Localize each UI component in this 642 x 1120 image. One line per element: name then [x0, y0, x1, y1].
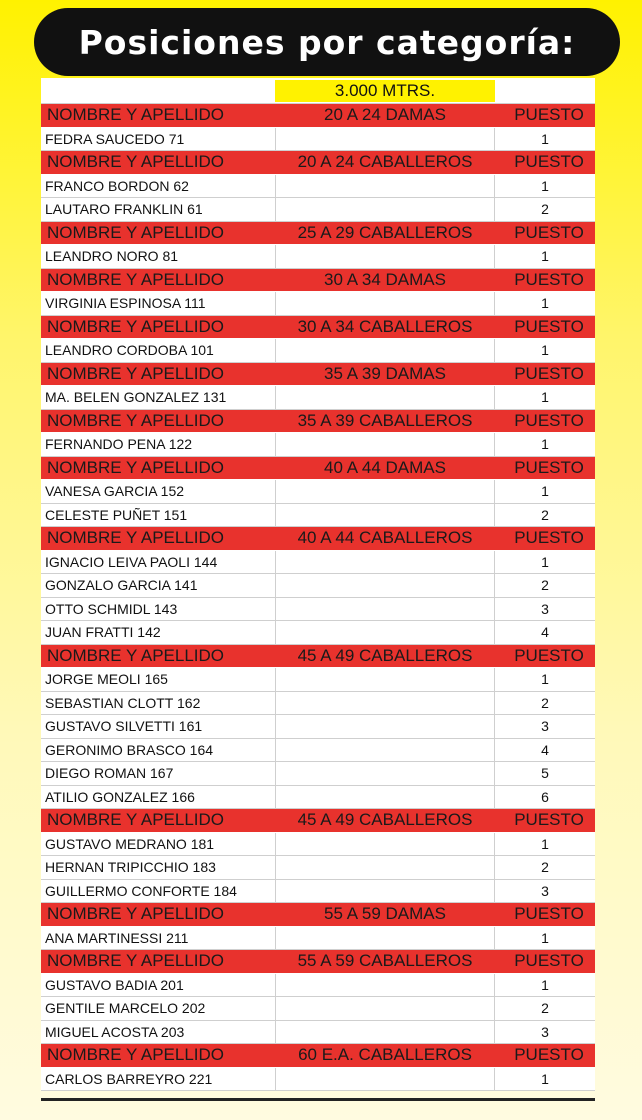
category-rows [41, 104, 595, 1091]
empty-cell [275, 739, 495, 762]
category-header-row [41, 316, 595, 340]
athlete-name: JORGE MEOLI 165 [45, 671, 168, 688]
athlete-name: LAUTARO FRANKLIN 61 [45, 201, 203, 218]
name-column-header: NOMBRE Y APELLIDO [47, 645, 224, 665]
name-column-header: NOMBRE Y APELLIDO [47, 1045, 224, 1065]
athlete-row [41, 386, 595, 410]
category-label: 55 A 59 CABALLEROS [297, 951, 473, 971]
distance-row [41, 78, 595, 104]
athlete-row [41, 692, 595, 716]
athlete-position: 1 [541, 436, 549, 453]
empty-cell [275, 974, 495, 997]
athlete-name: CARLOS BARREYRO 221 [45, 1070, 213, 1087]
empty-cell [275, 927, 495, 950]
category-label: 40 A 44 CABALLEROS [297, 528, 473, 548]
athlete-row [41, 739, 595, 763]
athlete-position: 2 [541, 201, 549, 218]
name-column-header: NOMBRE Y APELLIDO [47, 410, 224, 430]
athlete-name: MA. BELEN GONZALEZ 131 [45, 389, 227, 406]
athlete-name: FEDRA SAUCEDO 71 [45, 130, 185, 147]
empty-cell [275, 715, 495, 738]
athlete-row [41, 245, 595, 269]
athlete-name: GUSTAVO SILVETTI 161 [45, 718, 203, 735]
athlete-position: 1 [541, 342, 549, 359]
name-column-header: NOMBRE Y APELLIDO [47, 904, 224, 924]
athlete-row [41, 880, 595, 904]
athlete-name: FERNANDO PENA 122 [45, 436, 193, 453]
athlete-position: 1 [541, 389, 549, 406]
athlete-position: 6 [541, 788, 549, 805]
category-header-row [41, 222, 595, 246]
name-column-header: NOMBRE Y APELLIDO [47, 316, 224, 336]
empty-cell [275, 292, 495, 315]
category-header-row [41, 457, 595, 481]
empty-cell [275, 762, 495, 785]
athlete-row [41, 786, 595, 810]
athlete-name: GONZALO GARCIA 141 [45, 577, 198, 594]
athlete-name: GUSTAVO MEDRANO 181 [45, 835, 215, 852]
athlete-row [41, 504, 595, 528]
results-table [41, 78, 595, 1091]
athlete-row [41, 1068, 595, 1092]
position-column-header: PUESTO [514, 528, 584, 548]
empty-cell [275, 621, 495, 644]
category-header-row [41, 151, 595, 175]
athlete-row [41, 574, 595, 598]
athlete-row [41, 1021, 595, 1045]
athlete-row [41, 997, 595, 1021]
category-header-row [41, 809, 595, 833]
athlete-row [41, 480, 595, 504]
category-label: 45 A 49 CABALLEROS [297, 645, 473, 665]
empty-cell [275, 198, 495, 221]
athlete-name: MIGUEL ACOSTA 203 [45, 1023, 185, 1040]
name-column-header: NOMBRE Y APELLIDO [47, 269, 224, 289]
empty-cell [275, 433, 495, 456]
position-column-header: PUESTO [514, 269, 584, 289]
athlete-row [41, 833, 595, 857]
empty-cell [275, 598, 495, 621]
table-bottom-border [41, 1098, 595, 1101]
empty-cell [275, 668, 495, 691]
empty-cell [275, 856, 495, 879]
category-label: 30 A 34 DAMAS [324, 269, 446, 289]
athlete-position: 2 [541, 859, 549, 876]
category-label: 55 A 59 DAMAS [324, 904, 446, 924]
category-label: 60 E.A. CABALLEROS [298, 1045, 472, 1065]
athlete-row [41, 621, 595, 645]
athlete-position: 3 [541, 882, 549, 899]
athlete-position: 1 [541, 835, 549, 852]
athlete-name: ATILIO GONZALEZ 166 [45, 788, 195, 805]
category-label: 35 A 39 DAMAS [324, 363, 446, 383]
athlete-position: 2 [541, 506, 549, 523]
position-column-header: PUESTO [514, 410, 584, 430]
athlete-row [41, 551, 595, 575]
position-column-header: PUESTO [514, 951, 584, 971]
category-label: 20 A 24 DAMAS [324, 105, 446, 125]
athlete-name: VIRGINIA ESPINOSA 111 [45, 295, 206, 312]
athlete-row [41, 856, 595, 880]
position-column-header: PUESTO [514, 1045, 584, 1065]
athlete-row [41, 974, 595, 998]
athlete-position: 4 [541, 624, 549, 641]
category-header-row [41, 269, 595, 293]
athlete-position: 1 [541, 295, 549, 312]
athlete-position: 2 [541, 577, 549, 594]
empty-cell [275, 245, 495, 268]
position-column-header: PUESTO [514, 457, 584, 477]
position-column-header: PUESTO [514, 152, 584, 172]
athlete-name: GERONIMO BRASCO 164 [45, 741, 214, 758]
position-column-header: PUESTO [514, 904, 584, 924]
athlete-name: CELESTE PUÑET 151 [45, 506, 188, 523]
athlete-position: 5 [541, 765, 549, 782]
athlete-row [41, 198, 595, 222]
athlete-row [41, 668, 595, 692]
athlete-position: 4 [541, 741, 549, 758]
name-column-header: NOMBRE Y APELLIDO [47, 105, 224, 125]
athlete-position: 1 [541, 1070, 549, 1087]
empty-cell [275, 786, 495, 809]
category-header-row [41, 410, 595, 434]
category-header-row [41, 1044, 595, 1068]
athlete-row [41, 339, 595, 363]
athlete-name: SEBASTIAN CLOTT 162 [45, 694, 201, 711]
athlete-position: 3 [541, 718, 549, 735]
distance-label: 3.000 MTRS. [275, 80, 495, 102]
empty-cell [275, 551, 495, 574]
empty-cell [275, 833, 495, 856]
category-header-row [41, 645, 595, 669]
athlete-position: 1 [541, 671, 549, 688]
category-header-row [41, 104, 595, 128]
category-label: 40 A 44 DAMAS [324, 457, 446, 477]
category-header-row [41, 363, 595, 387]
athlete-name: FRANCO BORDON 62 [45, 177, 189, 194]
athlete-position: 2 [541, 1000, 549, 1017]
empty-cell [275, 386, 495, 409]
athlete-position: 1 [541, 929, 549, 946]
empty-cell [275, 504, 495, 527]
athlete-position: 1 [541, 553, 549, 570]
position-column-header: PUESTO [514, 222, 584, 242]
name-column-header: NOMBRE Y APELLIDO [47, 222, 224, 242]
athlete-position: 2 [541, 694, 549, 711]
title-banner [34, 8, 620, 76]
name-column-header: NOMBRE Y APELLIDO [47, 457, 224, 477]
athlete-name: GUILLERMO CONFORTE 184 [45, 882, 237, 899]
athlete-name: JUAN FRATTI 142 [45, 624, 161, 641]
name-column-header: NOMBRE Y APELLIDO [47, 363, 224, 383]
athlete-row [41, 292, 595, 316]
category-label: 45 A 49 CABALLEROS [297, 810, 473, 830]
athlete-position: 1 [541, 177, 549, 194]
position-column-header: PUESTO [514, 105, 584, 125]
athlete-row [41, 128, 595, 152]
athlete-name: HERNAN TRIPICCHIO 183 [45, 859, 216, 876]
category-label: 35 A 39 CABALLEROS [297, 410, 473, 430]
athlete-row [41, 598, 595, 622]
athlete-position: 1 [541, 248, 549, 265]
athlete-name: VANESA GARCIA 152 [45, 483, 185, 500]
name-column-header: NOMBRE Y APELLIDO [47, 528, 224, 548]
empty-cell [275, 480, 495, 503]
category-label: 25 A 29 CABALLEROS [297, 222, 473, 242]
position-column-header: PUESTO [514, 645, 584, 665]
empty-cell [275, 574, 495, 597]
empty-cell [275, 339, 495, 362]
category-label: 20 A 24 CABALLEROS [297, 152, 473, 172]
athlete-position: 1 [541, 483, 549, 500]
athlete-name: LEANDRO CORDOBA 101 [45, 342, 214, 359]
name-column-header: NOMBRE Y APELLIDO [47, 152, 224, 172]
position-column-header: PUESTO [514, 363, 584, 383]
category-header-row [41, 903, 595, 927]
athlete-row [41, 433, 595, 457]
position-column-header: PUESTO [514, 316, 584, 336]
empty-cell [275, 1021, 495, 1044]
athlete-name: ANA MARTINESSI 211 [45, 929, 189, 946]
athlete-name: GUSTAVO BADIA 201 [45, 976, 184, 993]
name-column-header: NOMBRE Y APELLIDO [47, 951, 224, 971]
athlete-row [41, 175, 595, 199]
athlete-name: IGNACIO LEIVA PAOLI 144 [45, 553, 218, 570]
athlete-row [41, 762, 595, 786]
position-column-header: PUESTO [514, 810, 584, 830]
category-label: 30 A 34 CABALLEROS [297, 316, 473, 336]
empty-cell [275, 880, 495, 903]
athlete-row [41, 927, 595, 951]
page-title: Posiciones por categoría: [78, 22, 576, 62]
athlete-position: 3 [541, 1023, 549, 1040]
athlete-position: 3 [541, 600, 549, 617]
category-header-row [41, 950, 595, 974]
athlete-name: GENTILE MARCELO 202 [45, 1000, 206, 1017]
empty-cell [275, 997, 495, 1020]
athlete-name: DIEGO ROMAN 167 [45, 765, 174, 782]
athlete-position: 1 [541, 976, 549, 993]
empty-cell [275, 128, 495, 151]
name-column-header: NOMBRE Y APELLIDO [47, 810, 224, 830]
empty-cell [275, 692, 495, 715]
athlete-name: OTTO SCHMIDL 143 [45, 600, 178, 617]
athlete-row [41, 715, 595, 739]
athlete-position: 1 [541, 130, 549, 147]
empty-cell [275, 1068, 495, 1091]
empty-cell [275, 175, 495, 198]
athlete-name: LEANDRO NORO 81 [45, 248, 179, 265]
category-header-row [41, 527, 595, 551]
